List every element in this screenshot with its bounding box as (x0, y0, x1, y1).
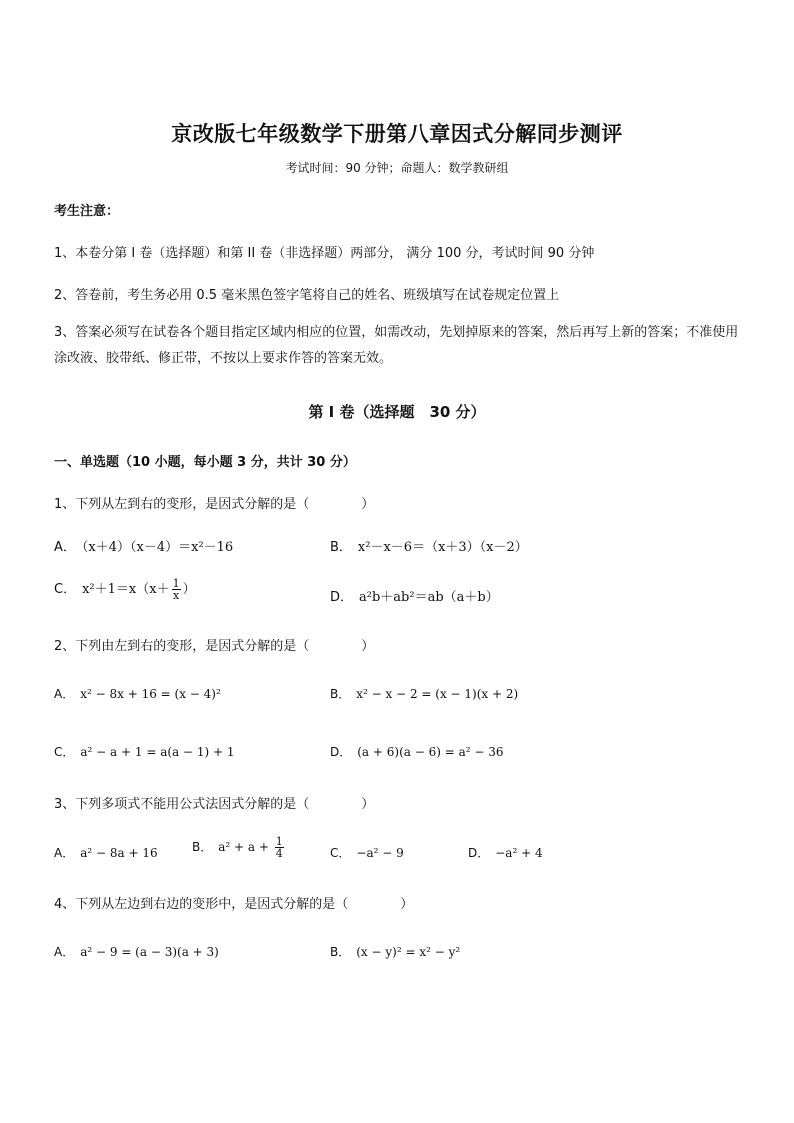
option-label: C． (330, 846, 351, 860)
q2-option-c (54, 743, 235, 760)
page-title: 京改版七年级数学下册第八章因式分解同步测评 (171, 121, 623, 146)
notice-heading: 考生注意： (54, 204, 120, 219)
option-expr: −a² + 4 (495, 846, 543, 860)
question-4-stem: 4、下列从左边到右边的变形中，是因式分解的是（ ） (54, 897, 414, 912)
question-3-stem: 3、下列多项式不能用公式法因式分解的是（ ） (54, 797, 375, 812)
option-label: C． (54, 582, 77, 597)
question-1-stem: 1、下列从左到右的变形，是因式分解的是（ ） (54, 497, 375, 512)
notice-item-2: 2、答卷前，考生务必用 0.5 毫米黑色签字笔将自己的姓名、班级填写在试卷规定位置上 (54, 288, 560, 303)
q3-option-b (192, 836, 286, 859)
notice-item-3: 3、答案必须写在试卷各个题目指定区域内相应的位置，如需改动，先划掉原来的答案，然后再写上新的答案；不准使用涂改液、胶带纸、修正带，不按以上要求作答的答案无效。 (54, 325, 739, 366)
option-expr: （x＋4）（x－4）＝x²－16 (81, 540, 234, 555)
option-expr: a² − 9 = (a − 3)(a + 3) (80, 945, 219, 959)
q2-option-a (54, 685, 221, 702)
option-expr: x² − 8x + 16 = (x − 4)² (80, 687, 221, 701)
fraction (172, 578, 181, 601)
option-label: A． (54, 540, 76, 555)
q1-option-a (54, 536, 233, 555)
option-label: A． (54, 945, 75, 959)
option-label: D． (330, 745, 352, 759)
q3-option-d (468, 844, 543, 861)
fraction-numerator: 1 (172, 577, 180, 590)
fraction-denominator: x (172, 589, 180, 602)
option-label: C． (54, 745, 75, 759)
option-expr: (a + 6)(a − 6) = a² − 36 (357, 745, 504, 759)
exam-info: 考试时间：90 分钟；命题人：数学教研组 (285, 161, 509, 175)
fraction-numerator: 1 (275, 835, 283, 848)
option-label: B． (330, 687, 351, 701)
option-label: D． (330, 590, 354, 605)
option-label: A． (54, 846, 75, 860)
q3-option-a (54, 844, 158, 861)
option-expr: a²b＋ab²＝ab（a＋b） (359, 590, 499, 605)
option-expr: a² − a + 1 = a(a − 1) + 1 (80, 745, 235, 759)
option-label: B． (192, 840, 213, 854)
q3-option-c (330, 844, 404, 861)
option-label: B． (330, 540, 352, 555)
option-expr-end: ） (182, 582, 196, 597)
option-expr: a² + a + (218, 840, 273, 854)
section-title: 第 I 卷（选择题 30 分） (308, 403, 486, 421)
q2-option-d (330, 743, 504, 760)
option-expr: x² − x − 2 = (x − 1)(x + 2) (356, 687, 519, 701)
q1-option-d (330, 586, 499, 605)
fraction (275, 836, 284, 859)
q1-option-b (330, 536, 528, 555)
option-expr: x²＋1＝x（x＋ (82, 582, 170, 597)
fraction-denominator: 4 (275, 847, 283, 860)
option-label: A． (54, 687, 75, 701)
question-2-stem: 2、下列由左到右的变形，是因式分解的是（ ） (54, 639, 375, 654)
part-title: 一、单选题（10 小题，每小题 3 分，共计 30 分） (54, 455, 356, 470)
option-expr: (x − y)² = x² − y² (356, 945, 461, 959)
option-label: D． (468, 846, 490, 860)
option-expr: −a² − 9 (356, 846, 404, 860)
notice-item-1: 1、本卷分第 I 卷（选择题）和第 II 卷（非选择题）两部分， 满分 100 分，考试时间 90 分钟 (54, 246, 595, 261)
q4-option-a (54, 943, 219, 960)
q2-option-b (330, 685, 518, 702)
q1-option-c (54, 578, 196, 601)
option-label: B． (330, 945, 351, 959)
option-expr: a² − 8a + 16 (80, 846, 158, 860)
q4-option-b (330, 943, 460, 960)
option-expr: x²－x－6＝（x＋3）（x－2） (357, 540, 528, 555)
